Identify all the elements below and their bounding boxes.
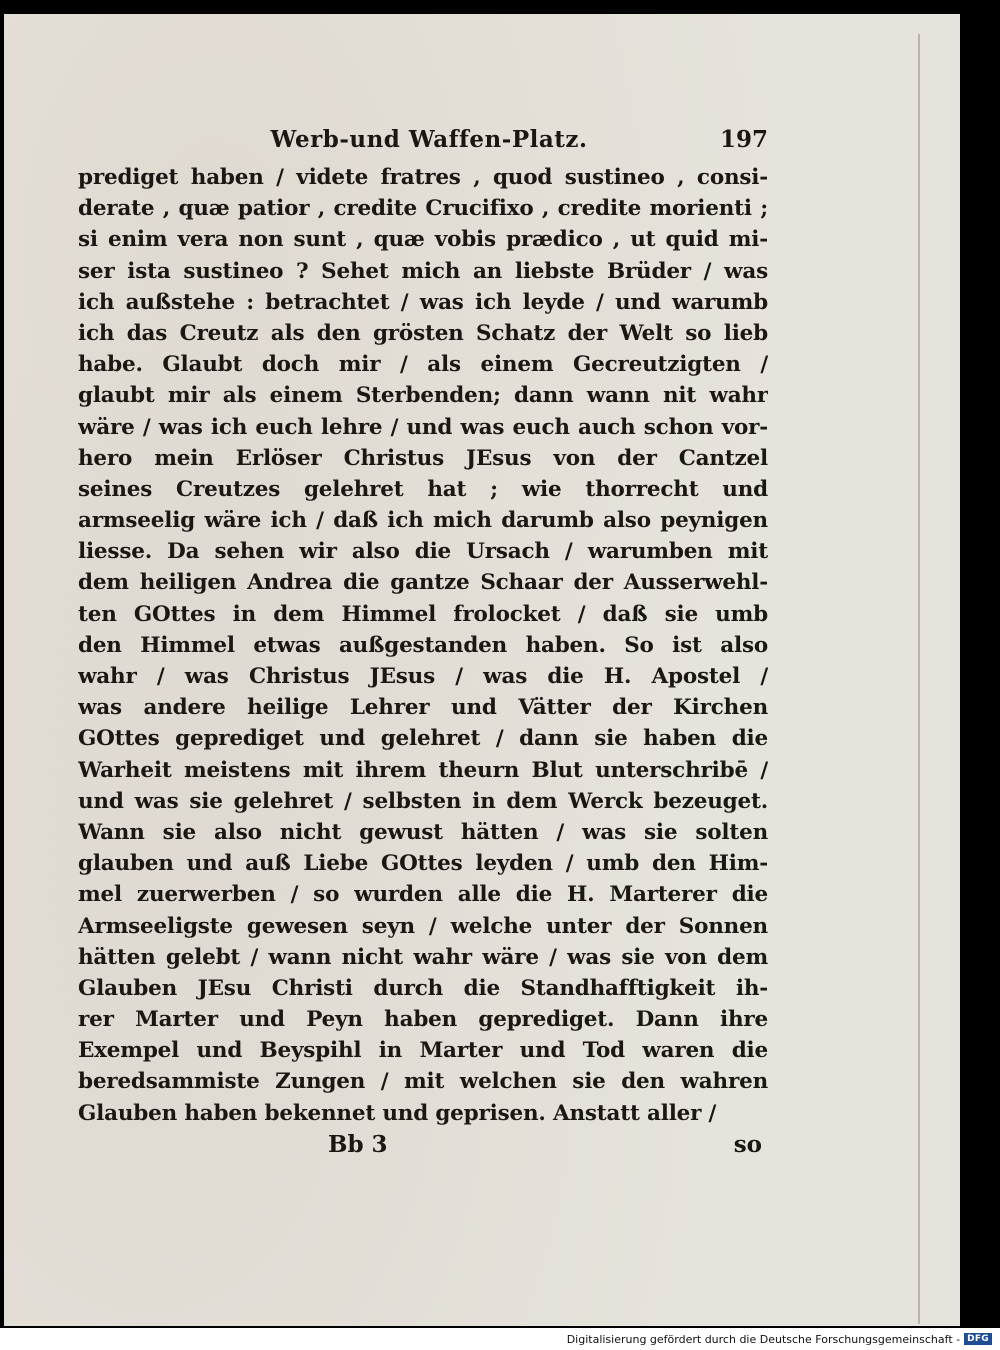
text-line: habe. Glaubt doch mir / als einem Gecreutzigten /	[78, 352, 768, 378]
text-line: hätten gelebt / wann nicht wahr wäre / was sie von dem	[78, 944, 768, 970]
text-line: ser ista sustineo ? Sehet mich an liebste Brüder / was	[78, 258, 768, 284]
text-line: was andere heilige Lehrer und Vätter der Kirchen	[78, 695, 768, 721]
text-line: derate , quæ patior , credite Crucifixo , credite morienti ;	[78, 196, 768, 222]
text-line: hero mein Erlöser Christus JEsus von der Cantzel	[78, 445, 768, 471]
text-line: ich das Creutz als den grösten Schatz der Welt so lieb	[78, 320, 768, 346]
text-line: prediget haben / videte fratres , quod sustineo , consi-	[78, 165, 768, 190]
text-line: Wann sie also nicht gewust hätten / was sie solten	[78, 819, 768, 845]
signature-mark: Bb 3	[328, 1130, 388, 1158]
text-line: ten GOttes in dem Himmel frolocket / daß sie umb	[78, 601, 768, 627]
text-line: Glauben haben bekennet und geprisen. Anstatt aller /	[78, 1100, 717, 1126]
text-line: rer Marter und Peyn haben geprediget. Dann ihre	[78, 1007, 768, 1033]
dfg-logo: DFG	[964, 1333, 992, 1345]
text-line: seines Creutzes gelehret hat ; wie thorrecht und	[78, 476, 768, 502]
text-line: Warheit meistens mit ihrem theurn Blut unterschribē /	[78, 757, 768, 783]
text-block	[78, 126, 768, 1165]
text-line: glauben und auß Liebe GOttes leyden / umb den Him-	[78, 851, 768, 877]
page-footer	[78, 1131, 768, 1165]
text-line: dem heiligen Andrea die gantze Schaar der Ausserwehl-	[78, 570, 768, 596]
text-line: wäre / was ich euch lehre / und was euch auch schon vor-	[78, 414, 768, 440]
text-line: liesse. Da sehen wir also die Ursach / warumben mit	[78, 539, 768, 565]
text-line: si enim vera non sunt , quæ vobis prædico , ut quid mi-	[78, 227, 768, 253]
text-line: ich außstehe : betrachtet / was ich leyde / und warumb	[78, 289, 768, 315]
text-line: Armseeligste gewesen seyn / welche unter der Sonnen	[78, 913, 768, 939]
text-line: armseelig wäre ich / daß ich mich darumb also peynigen	[78, 508, 768, 534]
text-line: glaubt mir als einem Sterbenden; dann wann nit wahr	[78, 383, 768, 409]
text-line: Exempel und Beyspihl in Marter und Tod waren die	[78, 1038, 768, 1064]
catchword: so	[733, 1130, 762, 1158]
text-line: beredsammiste Zungen / mit welchen sie den wahren	[78, 1069, 768, 1095]
text-line: den Himmel etwas außgestanden haben. So ist also	[78, 632, 768, 658]
page-header	[78, 126, 768, 162]
page-number: 197	[719, 126, 768, 153]
book-page	[4, 14, 960, 1326]
credit-text: Digitalisierung gefördert durch die Deutsche Forschungsgemeinschaft -	[566, 1332, 961, 1346]
credit-bar	[0, 1328, 1000, 1350]
page-gutter-line	[918, 34, 920, 1324]
text-line: wahr / was Christus JEsus / was die H. Apostel /	[78, 664, 768, 689]
text-line: GOttes geprediget und gelehret / dann sie haben die	[78, 726, 768, 752]
text-line: Glauben JEsu Christi durch die Standhafftigkeit ih-	[78, 975, 768, 1001]
body-text	[78, 162, 768, 1129]
running-head: Werb-und Waffen-Platz.	[270, 126, 588, 153]
text-line: und was sie gelehret / selbsten in dem Werck bezeuget.	[78, 788, 768, 814]
text-line: mel zuerwerben / so wurden alle die H. Marterer die	[78, 882, 768, 908]
